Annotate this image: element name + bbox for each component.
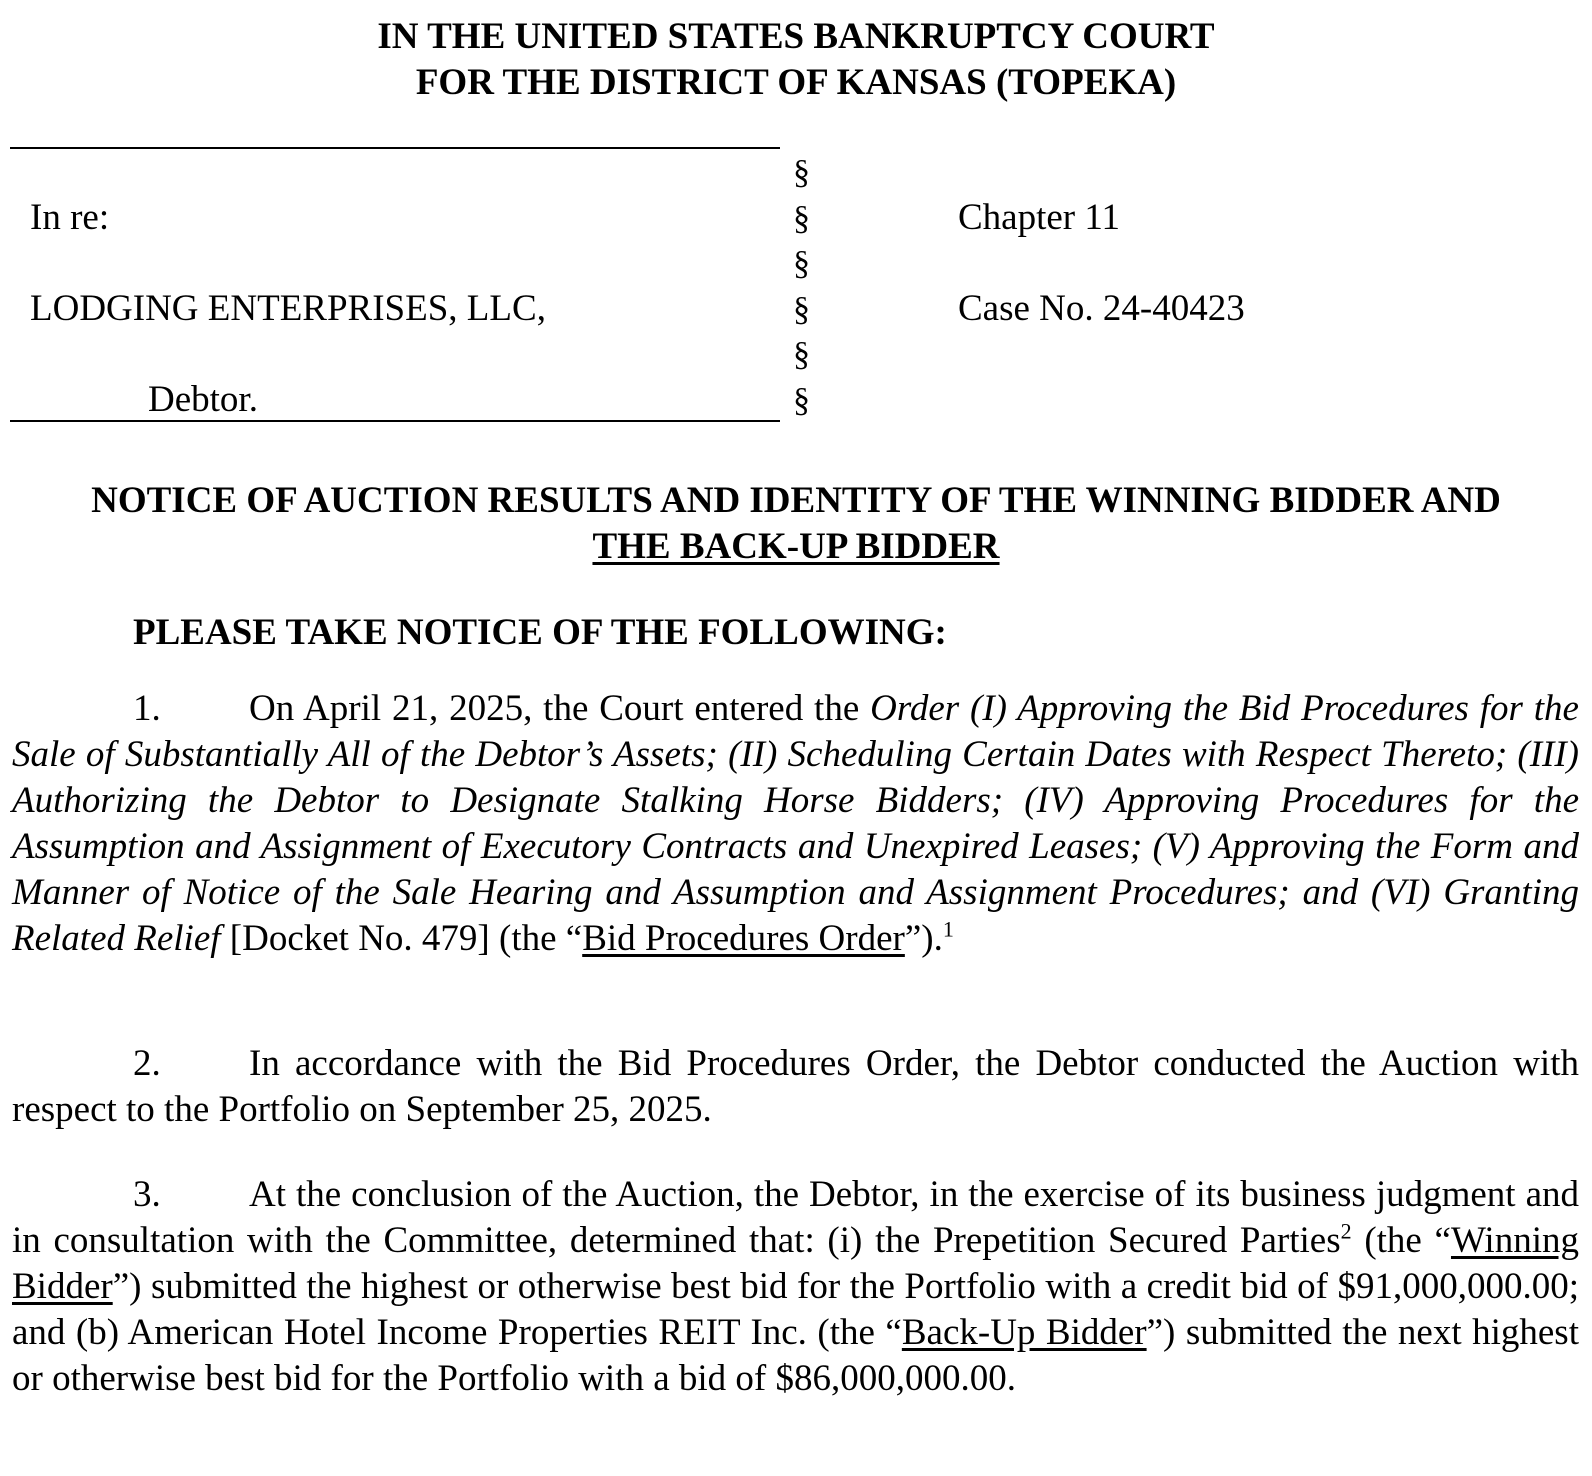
paragraph-text: (the “ xyxy=(1351,1220,1451,1261)
paragraph-number: 2. xyxy=(133,1043,161,1084)
section-mark: § xyxy=(793,336,810,373)
in-re-label: In re: xyxy=(30,197,110,238)
section-mark: § xyxy=(793,154,810,191)
paragraph-1 xyxy=(12,686,1579,962)
paragraph-text: At the conclusion of the Auction, the Debtor, in the exercise of its business judgment and in consultation with the Committee, determined that: (i) the Prepetition Secured Parties xyxy=(12,1174,1579,1261)
defined-term-winning-bidder: Winning Bidder xyxy=(12,1220,1579,1307)
chapter-label: Chapter 11 xyxy=(958,197,1121,238)
paragraph-text: ”) submitted the next highest or otherwise best bid for the Portfolio with a bid of $86,000,000.00. xyxy=(12,1312,1579,1399)
defined-term-bid-procedures-order: Bid Procedures Order xyxy=(582,918,905,959)
paragraph-text: On April 21, 2025, the Court entered the xyxy=(249,688,871,729)
debtor-label: Debtor. xyxy=(148,379,258,420)
caption-top-rule xyxy=(10,147,780,149)
paragraph-number: 1. xyxy=(133,688,161,729)
paragraph-text: ”) submitted the highest or otherwise best bid for the Portfolio with a credit bid of $91,000,000.00; and (b) American Hotel Income Properties REIT Inc. (the “ xyxy=(12,1266,1579,1353)
paragraph-text: [Docket No. 479] (the “ xyxy=(220,918,583,959)
court-district-line: FOR THE DISTRICT OF KANSAS (TOPEKA) xyxy=(415,62,1177,103)
section-mark-column xyxy=(793,150,810,423)
paragraph-number: 3. xyxy=(133,1174,161,1215)
court-name-line: IN THE UNITED STATES BANKRUPTCY COURT xyxy=(377,16,1215,57)
section-mark: § xyxy=(793,199,810,237)
notice-title-line2: THE BACK-UP BIDDER xyxy=(592,526,1000,567)
please-take-notice-heading: PLEASE TAKE NOTICE OF THE FOLLOWING: xyxy=(133,612,947,653)
section-mark: § xyxy=(793,290,810,328)
order-title: Order (I) Approving the Bid Procedures for the Sale of Substantially All of the Debtor’s Assets; (II) Scheduling Certain Dates with Respect Thereto; (III) Authorizing the Debtor to Designate Stalking Horse Bidders; (IV) Approving Procedures for the Assumption and Assignment of Executory Contracts and Unexpired Leases; (V) Approving the Form and Manner of Notice of the Sale Hearing and Assumption and Assignment Procedures; and (VI) Granting Related Relief xyxy=(12,688,1579,959)
caption-bottom-rule xyxy=(10,420,780,422)
court-heading xyxy=(0,14,1592,106)
paragraph-3 xyxy=(12,1172,1579,1402)
paragraph-2 xyxy=(12,1041,1579,1133)
case-number: Case No. 24-40423 xyxy=(958,288,1245,329)
section-mark: § xyxy=(793,245,810,282)
notice-title-line1: NOTICE OF AUCTION RESULTS AND IDENTITY OF THE WINNING BIDDER AND xyxy=(91,480,1501,521)
defined-term-back-up-bidder: Back-Up Bidder xyxy=(901,1312,1147,1353)
footnote-ref[interactable]: 2 xyxy=(1340,1218,1352,1244)
debtor-name: LODGING ENTERPRISES, LLC, xyxy=(30,288,546,329)
paragraph-text: ”). xyxy=(904,918,943,959)
footnote-ref[interactable]: 1 xyxy=(942,916,954,942)
paragraph-text: In accordance with the Bid Procedures Order, the Debtor conducted the Auction with respect to the Portfolio on September 25, 2025. xyxy=(12,1043,1579,1130)
section-mark: § xyxy=(793,381,810,419)
notice-title xyxy=(0,478,1592,570)
